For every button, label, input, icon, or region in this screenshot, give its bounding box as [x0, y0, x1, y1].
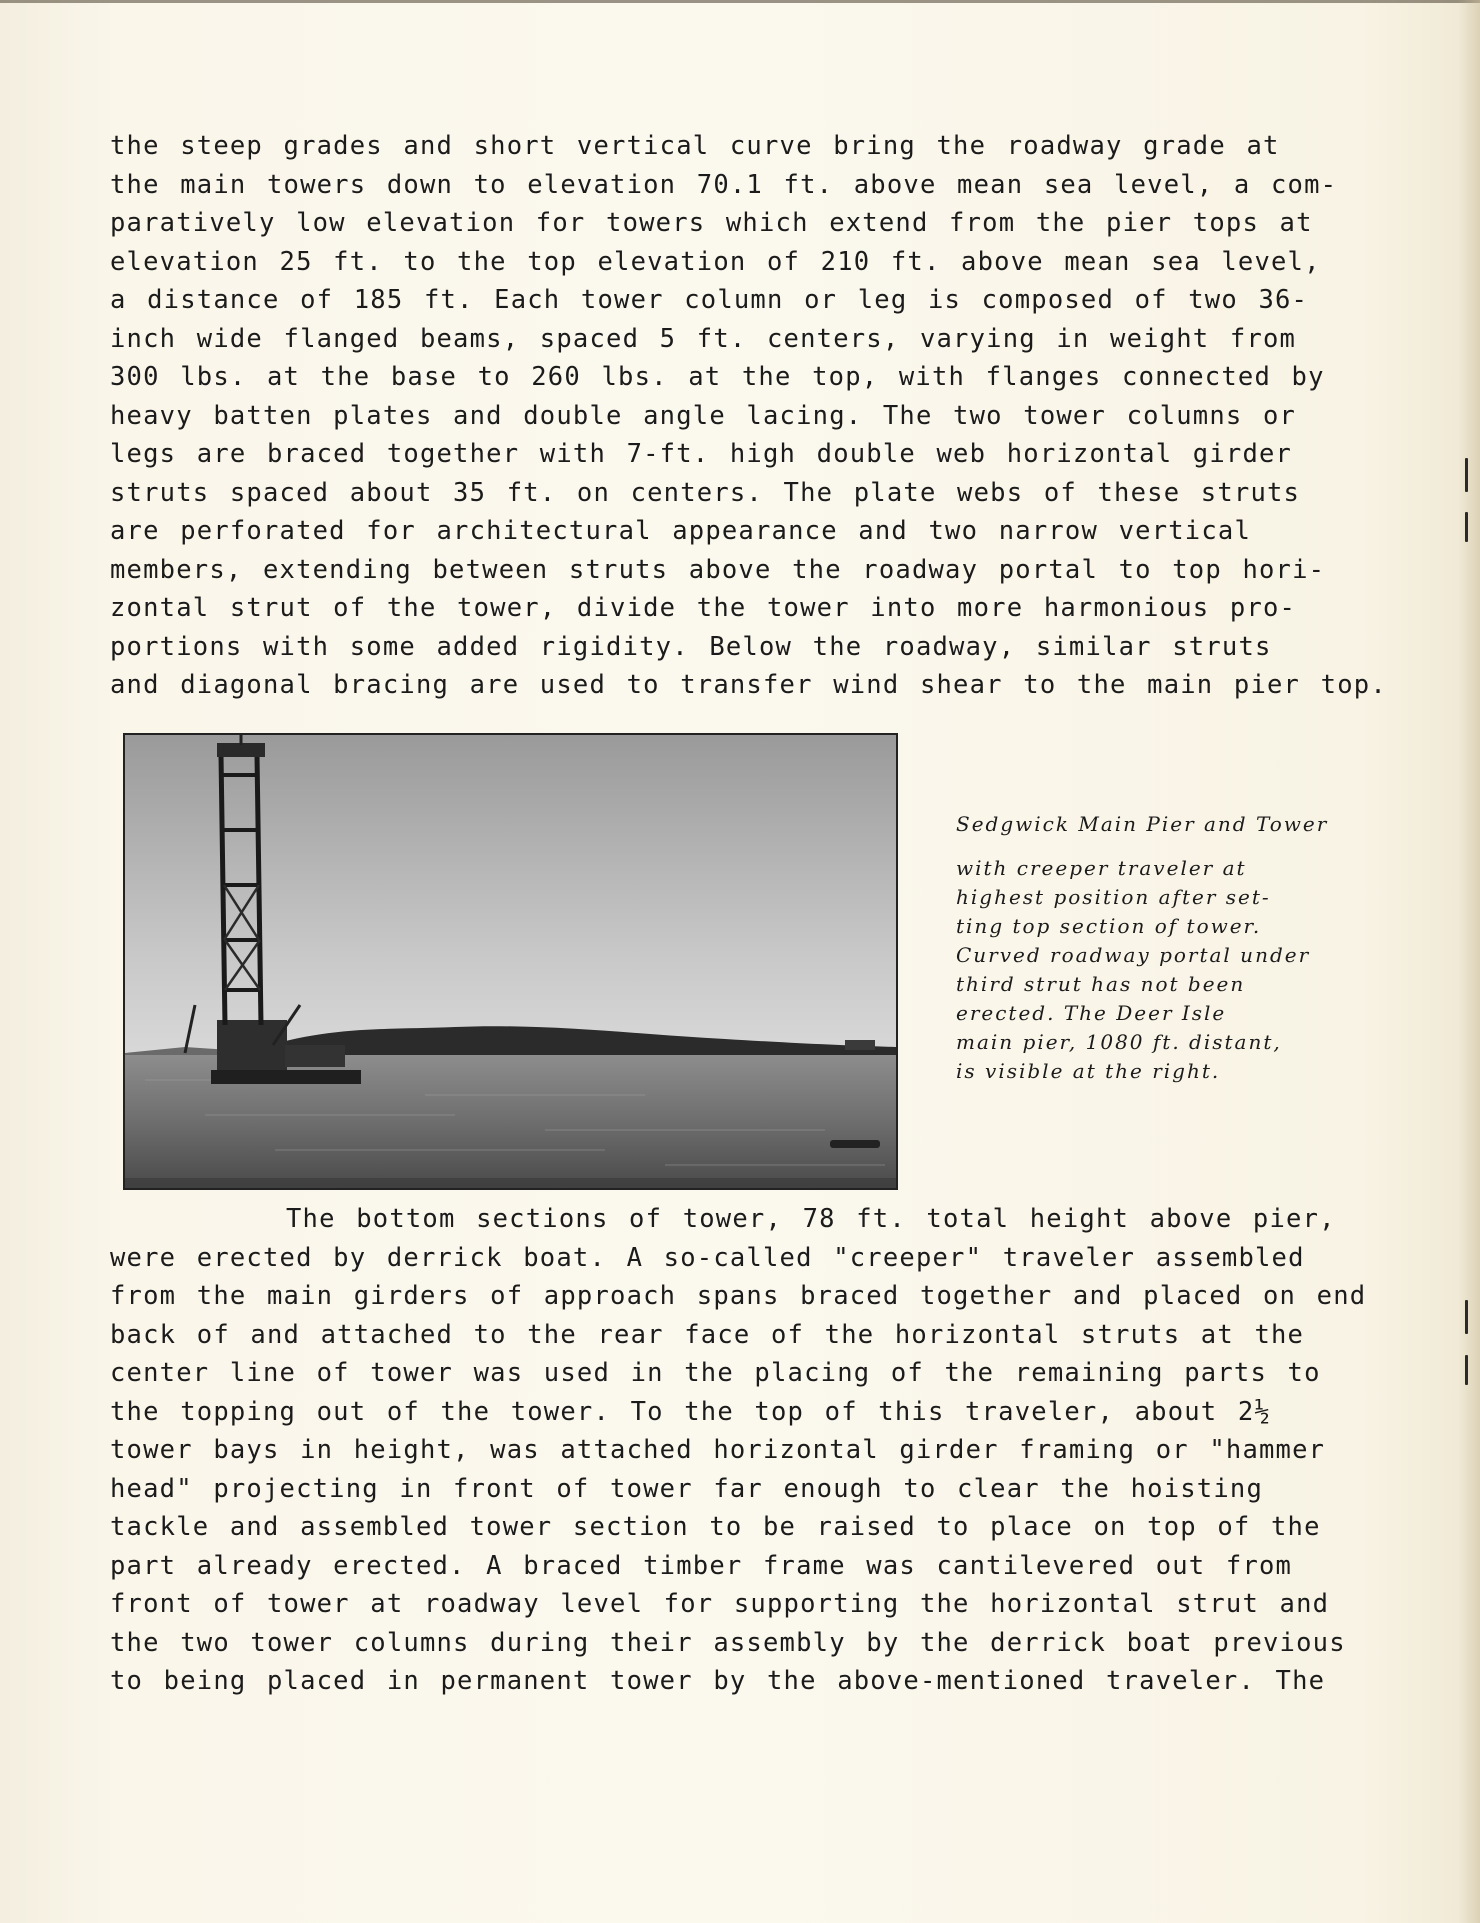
- caption-title: Sedgwick Main Pier and Tower: [956, 812, 1329, 836]
- body-paragraph-top: [110, 127, 1387, 705]
- binding-mark: [1465, 1300, 1468, 1334]
- binding-mark: [1465, 1355, 1468, 1385]
- text-line: legs are braced together with 7-ft. high double web horizontal girder: [110, 439, 1293, 469]
- text-line: struts spaced about 35 ft. on centers. The plate webs of these struts: [110, 477, 1301, 508]
- text-line: the steep grades and short vertical curve bring the roadway grade at: [110, 131, 1280, 161]
- text-line: members, extending between struts above the roadway portal to top hori-: [110, 554, 1326, 585]
- text-line: and diagonal bracing are used to transfer wind shear to the main pier top.: [110, 670, 1387, 700]
- caption-line: third strut has not been: [956, 972, 1246, 996]
- caption-line: erected. The Deer Isle: [956, 1001, 1227, 1025]
- caption-line: highest position after set-: [956, 885, 1271, 909]
- text-line: back of and attached to the rear face of the horizontal struts at the: [110, 1319, 1305, 1350]
- text-line: a distance of 185 ft. Each tower column or leg is composed of two 36-: [110, 285, 1309, 315]
- text-line: The bottom sections of tower, 78 ft. total height above pier,: [286, 1204, 1336, 1234]
- binding-mark: [1465, 512, 1468, 542]
- caption-line: is visible at the right.: [956, 1059, 1221, 1083]
- tower-photograph: [123, 733, 898, 1190]
- text-line: paratively low elevation for towers which extend from the pier tops at: [110, 208, 1313, 238]
- figure-caption: [956, 812, 1336, 1086]
- caption-line: with creeper traveler at: [956, 856, 1247, 880]
- text-line: are perforated for architectural appearance and two narrow vertical: [110, 516, 1252, 546]
- page-top-edge: [0, 0, 1480, 3]
- text-line: from the main girders of approach spans braced together and placed on end: [110, 1281, 1367, 1311]
- text-line: tower bays in height, was attached horizontal girder framing or "hammer: [110, 1435, 1326, 1465]
- body-paragraph-bottom: [110, 1200, 1367, 1701]
- text-line: 300 lbs. at the base to 260 lbs. at the top, with flanges connected by: [110, 362, 1325, 392]
- caption-line: Curved roadway portal under: [956, 943, 1311, 967]
- text-line: part already erected. A braced timber frame was cantilevered out from: [110, 1550, 1293, 1581]
- text-line: the main towers down to elevation 70.1 ft. above mean sea level, a com-: [110, 169, 1338, 200]
- caption-line: main pier, 1080 ft. distant,: [956, 1030, 1282, 1054]
- text-line: elevation 25 ft. to the top elevation of 210 ft. above mean sea level,: [110, 246, 1321, 277]
- text-line: inch wide flanged beams, spaced 5 ft. centers, varying in weight from: [110, 323, 1297, 354]
- text-line: heavy batten plates and double angle lacing. The two tower columns or: [110, 400, 1297, 431]
- text-line: the two tower columns during their assembly by the derrick boat previous: [110, 1627, 1346, 1658]
- photo-tower-pier-water: [125, 735, 896, 1188]
- page-fold-shadow: [1458, 0, 1480, 1923]
- text-line: portions with some added rigidity. Below the roadway, similar struts: [110, 631, 1272, 662]
- caption-line: ting top section of tower.: [956, 914, 1262, 938]
- text-line: center line of tower was used in the placing of the remaining parts to: [110, 1358, 1321, 1388]
- text-line: the topping out of the tower. To the top of this traveler, about 2½: [110, 1396, 1272, 1427]
- text-line: front of tower at roadway level for supporting the horizontal strut and: [110, 1589, 1330, 1619]
- text-line: were erected by derrick boat. A so-called "creeper" traveler assembled: [110, 1242, 1305, 1273]
- binding-mark: [1465, 458, 1468, 492]
- text-line: to being placed in permanent tower by the above-mentioned traveler. The: [110, 1666, 1326, 1696]
- text-line: head" projecting in front of tower far enough to clear the hoisting: [110, 1473, 1264, 1504]
- text-line: tackle and assembled tower section to be raised to place on top of the: [110, 1512, 1321, 1542]
- text-line: zontal strut of the tower, divide the tower into more harmonious pro-: [110, 593, 1297, 623]
